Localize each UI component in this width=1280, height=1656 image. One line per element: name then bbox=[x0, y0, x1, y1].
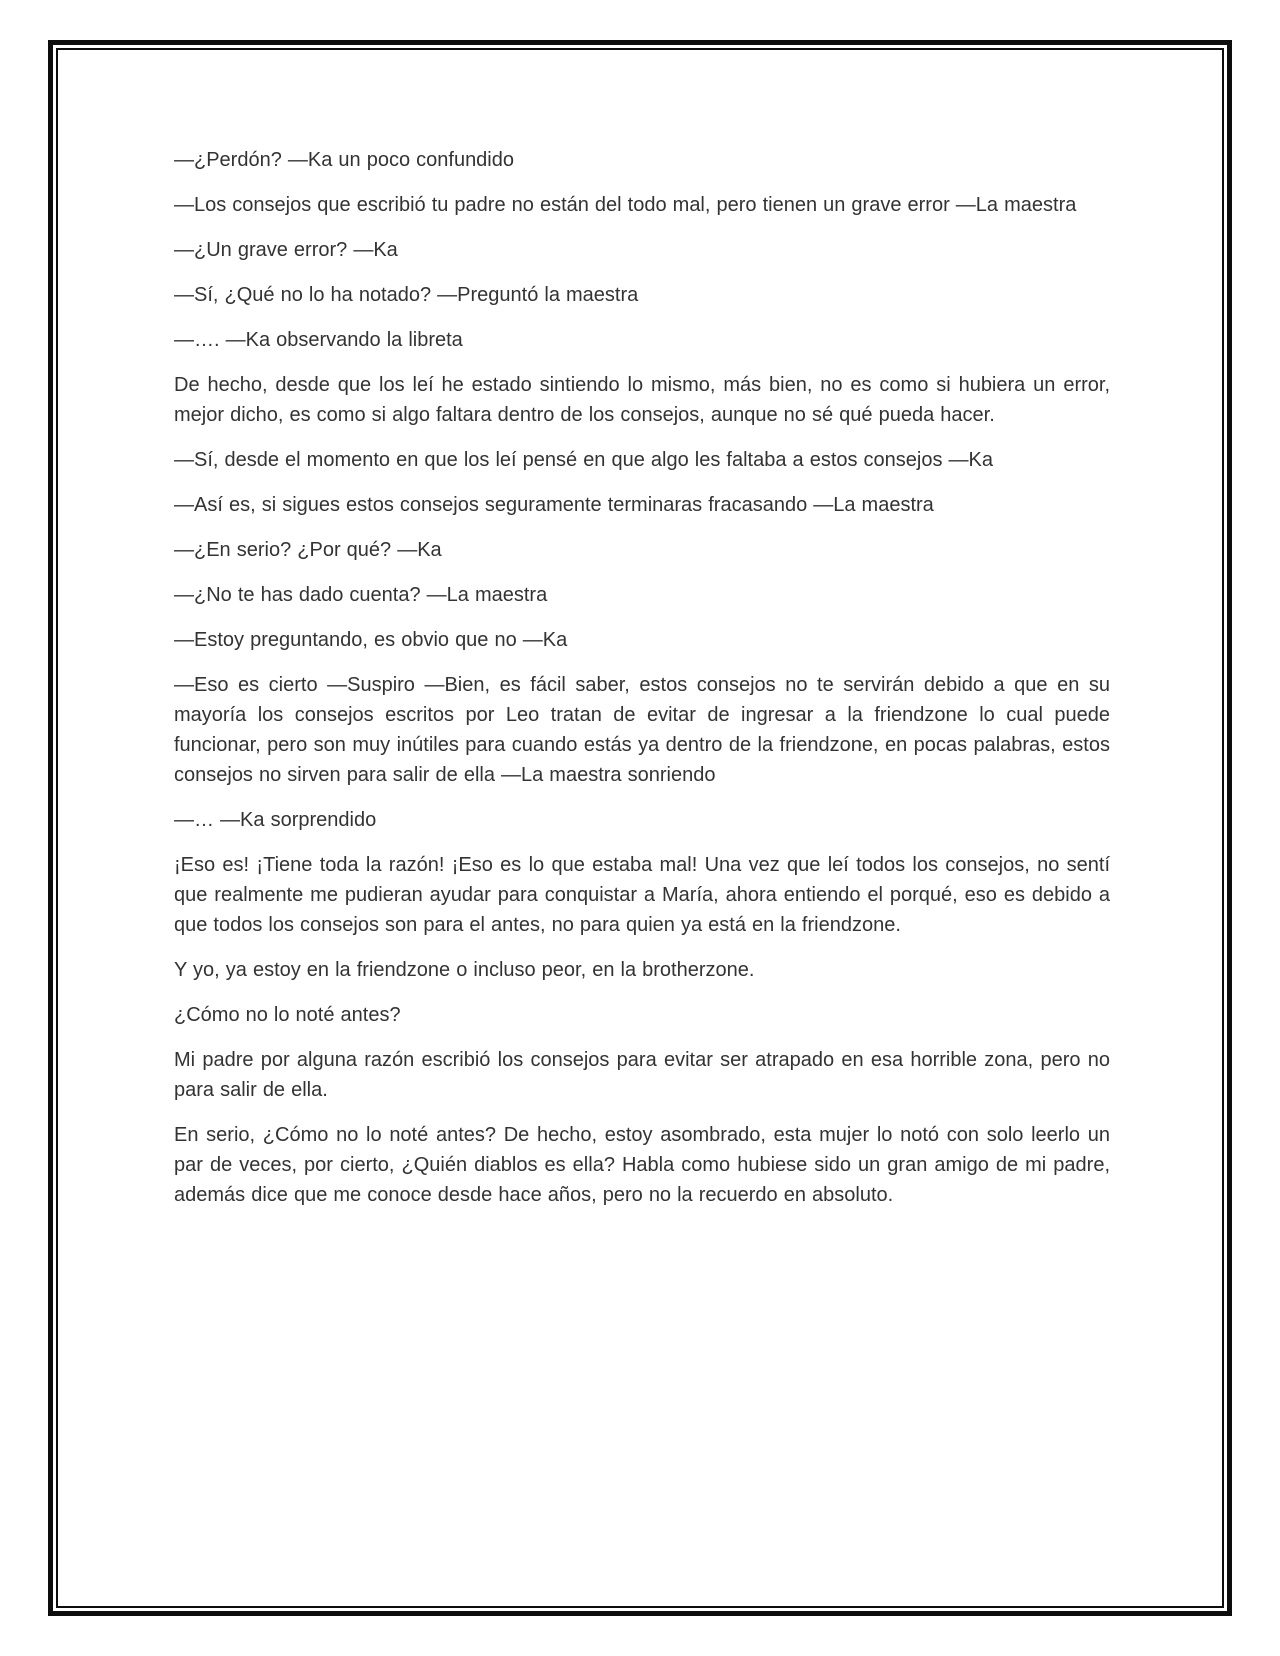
paragraph: —Así es, si sigues estos consejos seguramente terminaras fracasando —La maestra bbox=[174, 494, 934, 516]
paragraph: En serio, ¿Cómo no lo noté antes? De hecho, estoy asombrado, esta mujer lo notó con solo leerlo un par de veces, por cierto, ¿Quién diablos es ella? Habla como hubiese sido un gran amigo de mi padre, además dice que me conoce desde hace años, pero no la recuerdo en absoluto. bbox=[174, 1124, 1110, 1206]
paragraph: —Estoy preguntando, es obvio que no —Ka bbox=[174, 629, 568, 651]
paragraph: —¿En serio? ¿Por qué? —Ka bbox=[174, 539, 442, 561]
paragraph: Mi padre por alguna razón escribió los consejos para evitar ser atrapado en esa horrible zona, pero no para salir de ella. bbox=[174, 1049, 1110, 1101]
paragraph: —Los consejos que escribió tu padre no están del todo mal, pero tienen un grave error —La maestra bbox=[174, 194, 1077, 216]
page-border-outer bbox=[48, 40, 1232, 1616]
paragraph: —…. —Ka observando la libreta bbox=[174, 329, 463, 351]
paragraph: —Sí, ¿Qué no lo ha notado? —Preguntó la maestra bbox=[174, 284, 639, 306]
paragraph: —¿Un grave error? —Ka bbox=[174, 239, 398, 261]
paragraph: —¿No te has dado cuenta? —La maestra bbox=[174, 584, 548, 606]
paragraph: —… —Ka sorprendido bbox=[174, 809, 377, 831]
paragraph: —¿Perdón? —Ka un poco confundido bbox=[174, 149, 514, 171]
paragraph: —Sí, desde el momento en que los leí pensé en que algo les faltaba a estos consejos —Ka bbox=[174, 449, 994, 471]
paragraph: De hecho, desde que los leí he estado sintiendo lo mismo, más bien, no es como si hubiera un error, mejor dicho, es como si algo faltara dentro de los consejos, aunque no sé qué pueda hacer. bbox=[174, 374, 1110, 426]
page-border-inner bbox=[56, 48, 1224, 1608]
paragraph: ¡Eso es! ¡Tiene toda la razón! ¡Eso es lo que estaba mal! Una vez que leí todos los consejos, no sentí que realmente me pudieran ayudar para conquistar a María, ahora entiendo el porqué, eso es debido a que todos los consejos son para el antes, no para quien ya está en la friendzone. bbox=[174, 854, 1110, 936]
paragraph: ¿Cómo no lo noté antes? bbox=[174, 1004, 401, 1026]
paragraph: —Eso es cierto —Suspiro —Bien, es fácil saber, estos consejos no te servirán debido a que en su mayoría los consejos escritos por Leo tratan de evitar de ingresar a la friendzone lo cual puede funcionar, pero son muy inútiles para cuando estás ya dentro de la friendzone, en pocas palabras, estos consejos no sirven para salir de ella —La maestra sonriendo bbox=[174, 674, 1110, 786]
paragraph: Y yo, ya estoy en la friendzone o incluso peor, en la brotherzone. bbox=[174, 959, 755, 981]
document-content bbox=[58, 50, 1222, 1210]
